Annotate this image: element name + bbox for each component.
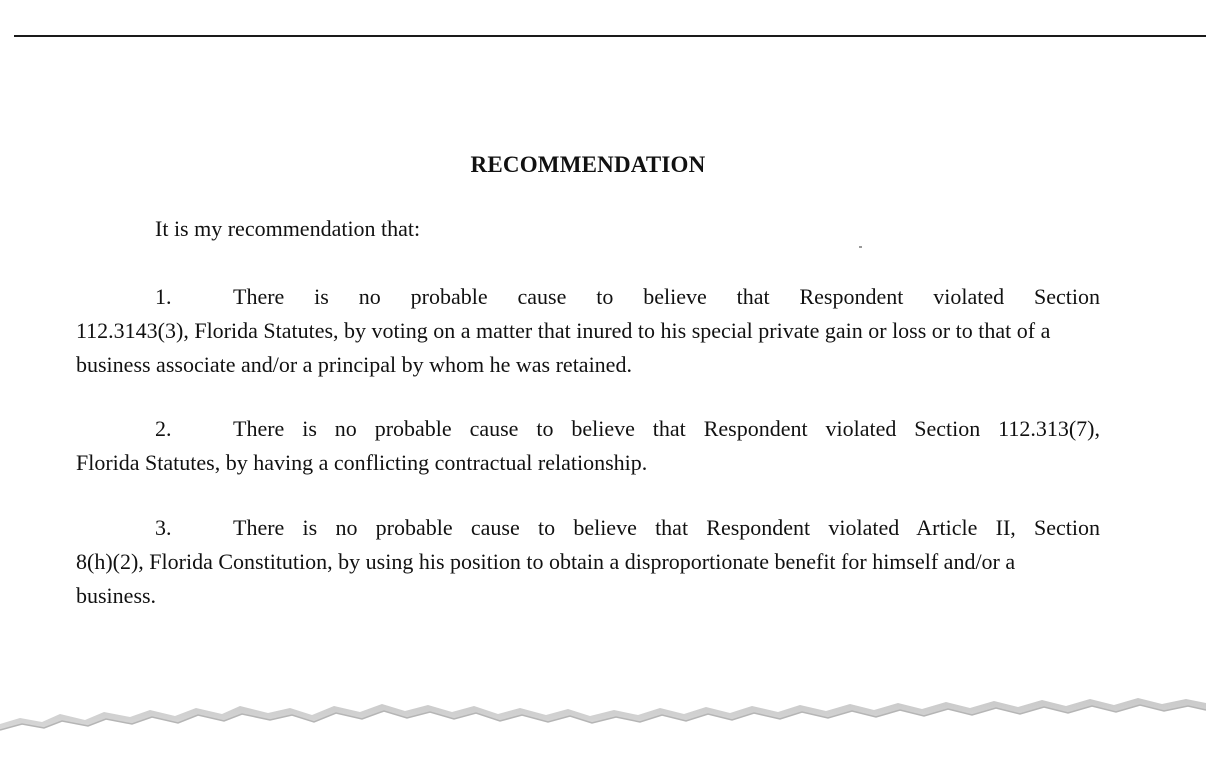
item-number: 1. [155, 284, 172, 309]
section-heading: RECOMMENDATION [470, 152, 706, 177]
recommendation-item-3 [76, 511, 1100, 613]
item-text-start: There is no probable cause to believe that Respondent violated Section [233, 284, 1100, 309]
intro-text: It is my recommendation that: [155, 216, 421, 241]
item-number: 2. [155, 416, 172, 441]
item-first-line [76, 511, 1100, 545]
torn-paper-edge [0, 684, 1206, 774]
item-text-continued: 8(h)(2), Florida Constitution, by using his position to obtain a disproportionate benefit for himself and/or a business. [76, 549, 1016, 608]
item-text-start: There is no probable cause to believe that Respondent violated Section 112.313(7), [233, 416, 1100, 441]
item-first-line [76, 412, 1100, 446]
item-number: 3. [155, 515, 172, 540]
item-text-continued: 112.3143(3), Florida Statutes, by voting on a matter that inured to his special private gain or loss or to that of a business associate and/or a principal by whom he was retained. [76, 318, 1051, 377]
item-first-line [76, 280, 1100, 314]
scan-speck [859, 246, 862, 248]
header-rule [14, 35, 1206, 37]
recommendation-item-1 [76, 280, 1100, 382]
item-text-continued: Florida Statutes, by having a conflicting contractual relationship. [76, 450, 648, 475]
recommendation-item-2 [76, 412, 1100, 480]
item-text-start: There is no probable cause to believe that Respondent violated Article II, Section [233, 515, 1100, 540]
